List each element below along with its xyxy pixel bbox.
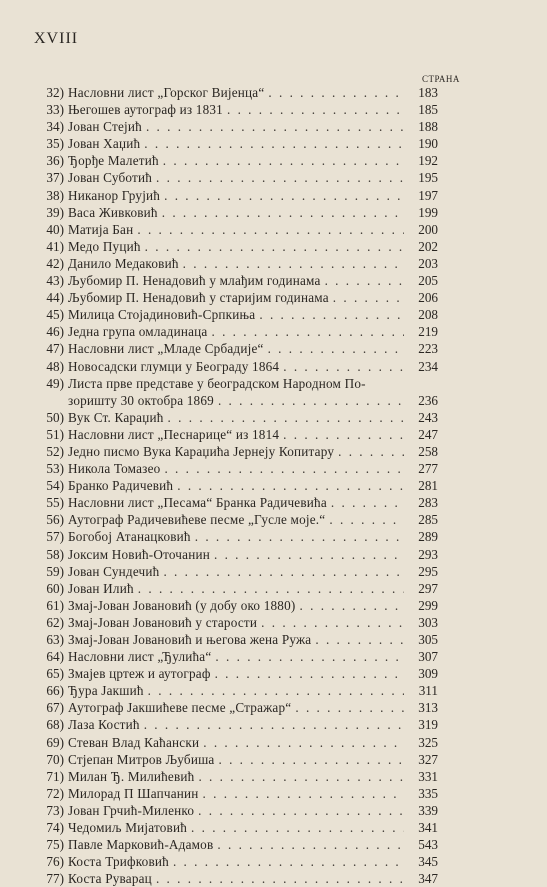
dot-leader [162, 204, 404, 221]
entry-title: Милан Ђ. Милићевић [68, 768, 195, 784]
toc-entry [30, 358, 438, 375]
dot-leader [259, 306, 404, 323]
toc-entry [30, 169, 438, 186]
entry-title: Његошев аутограф из 1831 [68, 102, 223, 118]
toc-entry [30, 682, 438, 699]
dot-leader [144, 716, 404, 733]
entry-number: 55) [46, 495, 64, 511]
entry-page: 197 [418, 187, 438, 203]
entry-title: Јован Грчић-Миленко [68, 802, 195, 818]
toc-entry [30, 255, 438, 272]
entry-title: Јован Сундечић [68, 563, 160, 579]
entry-title: Аутограф Јакшићеве песме „Стражар“ [68, 700, 292, 716]
dot-leader [268, 84, 404, 101]
entry-title: Насловни лист „Песама“ Бранка Радичевића [68, 495, 327, 511]
entry-number: 61) [46, 597, 64, 613]
entry-number: 50) [46, 409, 64, 425]
entry-page: 339 [418, 802, 438, 818]
dot-leader [218, 392, 404, 409]
toc-entry [30, 768, 438, 785]
entry-title: Новосадски глумци у Београду 1864 [68, 358, 280, 374]
entry-page: 327 [418, 751, 438, 767]
entry-title: Ђура Јакшић [68, 683, 144, 699]
dot-leader [295, 699, 404, 716]
entry-title: Змај-Јован Јовановић и његова жена Ружа [68, 632, 312, 647]
entry-page: 247 [418, 426, 438, 442]
entry-page: 319 [418, 717, 438, 733]
dot-leader [145, 238, 404, 255]
entry-page: 331 [418, 768, 438, 784]
toc-entry [30, 665, 438, 682]
toc-entry [30, 118, 438, 135]
toc-entry [30, 870, 438, 887]
toc-entry [30, 392, 438, 409]
entry-page: 258 [418, 443, 438, 459]
dot-leader [156, 169, 404, 186]
toc-entry [30, 819, 438, 836]
dot-leader [198, 768, 404, 785]
entry-number: 53) [46, 461, 64, 477]
entry-title: Ђорђе Малетић [68, 153, 159, 169]
entry-title: Чедомиљ Мијатовић [68, 820, 188, 836]
toc-entry [30, 785, 438, 802]
entry-title: Листа прве представе у београдском Народном По- [68, 375, 366, 391]
entry-number: 72) [46, 785, 64, 801]
entry-title: Коста Руварац [68, 871, 152, 887]
entry-number: 74) [46, 820, 64, 836]
entry-page: 192 [418, 153, 438, 169]
entry-number: 41) [46, 238, 64, 254]
entry-page: 311 [418, 683, 438, 699]
entry-page: 289 [418, 529, 438, 545]
dot-leader [333, 289, 404, 306]
toc-entry [30, 340, 438, 357]
entry-page: 202 [418, 238, 438, 254]
entry-number: 73) [46, 802, 64, 818]
entry-title: Вук Ст. Караџић [68, 409, 164, 425]
entry-title: Медо Пуцић [68, 238, 141, 254]
toc-entry [30, 631, 438, 648]
toc-entry [30, 306, 438, 323]
toc-entry [30, 802, 438, 819]
entry-number: 54) [46, 478, 64, 494]
entry-title: Стеван Влад Кaћански [68, 734, 200, 750]
entry-page: 313 [418, 700, 438, 716]
entry-number: 71) [46, 768, 64, 784]
toc-entry [30, 101, 438, 118]
toc-entry [30, 563, 438, 580]
entry-page: 543 [418, 837, 438, 853]
entry-title: Данило Медаковић [68, 255, 179, 271]
entry-page: 199 [418, 204, 438, 220]
entry-number: 33) [46, 102, 64, 118]
dot-leader [217, 836, 404, 853]
toc-entry [30, 477, 438, 494]
entry-page: 203 [418, 255, 438, 271]
entry-page: 309 [418, 666, 438, 682]
entry-title: Никанор Грујић [68, 187, 161, 203]
entry-page: 219 [418, 324, 438, 340]
toc-entry [30, 528, 438, 545]
dot-leader [195, 528, 404, 545]
entry-number: 57) [46, 529, 64, 545]
entry-page: 297 [418, 580, 438, 596]
toc-entry [30, 460, 438, 477]
entry-number: 37) [46, 170, 64, 186]
entry-page: 223 [418, 341, 438, 357]
entry-title: Павле Марковић-Адамов [68, 837, 214, 853]
dot-leader [144, 135, 404, 152]
dot-leader [283, 426, 404, 443]
entry-page: 293 [418, 546, 438, 562]
entry-title: Насловни лист „Песнарице“ из 1814 [68, 426, 280, 442]
entry-page: 200 [418, 221, 438, 237]
toc-entry [30, 272, 438, 289]
entry-number: 76) [46, 854, 64, 870]
dot-leader [215, 648, 404, 665]
entry-page: 303 [418, 614, 438, 630]
dot-leader [137, 221, 404, 238]
dot-leader [211, 323, 404, 340]
entry-number: 38) [46, 187, 64, 203]
entry-number: 56) [46, 512, 64, 528]
entry-title: Богобој Атанацковић [68, 529, 191, 545]
entry-title: зоришту 30 октобра 1869 [68, 392, 214, 408]
entry-number: 69) [46, 734, 64, 750]
entry-page: 341 [418, 820, 438, 836]
entry-title: Милица Стојадиновић-Српкиња [68, 307, 256, 323]
entry-number: 77) [46, 871, 64, 887]
entry-number: 62) [46, 614, 64, 630]
toc-entry [30, 289, 438, 306]
entry-number: 67) [46, 700, 64, 716]
entry-title: Аутограф Радичевићеве песме „Гусле моје.“ [68, 512, 326, 528]
entry-title: Насловни лист „Горског Вијенца“ [68, 85, 265, 100]
dot-leader [227, 101, 404, 118]
entry-page: 335 [418, 785, 438, 801]
dot-leader [268, 340, 404, 357]
toc-entry [30, 853, 438, 870]
dot-leader [163, 563, 404, 580]
toc-entry [30, 426, 438, 443]
entry-title: Лаза Костић [68, 717, 140, 733]
entry-number: 52) [46, 443, 64, 459]
dot-leader [173, 853, 404, 870]
entry-page: 234 [418, 358, 438, 374]
toc-entry [30, 699, 438, 716]
entry-number: 68) [46, 717, 64, 733]
table-of-contents [30, 84, 438, 887]
entry-page: 345 [418, 854, 438, 870]
entry-page: 195 [418, 170, 438, 186]
entry-page: 183 [418, 85, 438, 100]
dot-leader [325, 272, 404, 289]
dot-leader [215, 665, 404, 682]
entry-title: Насловни лист „Младе Србадије“ [68, 341, 264, 357]
entry-title: Једна група омладинаца [68, 324, 208, 340]
toc-entry [30, 221, 438, 238]
dot-leader [283, 358, 404, 375]
entry-title: Једно писмо Вука Караџића Јернеју Копитару [68, 443, 335, 459]
entry-number: 58) [46, 546, 64, 562]
dot-leader [261, 614, 404, 631]
entry-title: Коста Трифковић [68, 854, 169, 870]
toc-entry [30, 187, 438, 204]
toc-entry [30, 546, 438, 563]
toc-entry [30, 443, 438, 460]
dot-leader [329, 511, 404, 528]
toc-entry [30, 84, 438, 101]
entry-page: 295 [418, 563, 438, 579]
entry-number: 32) [46, 85, 64, 100]
entry-page: 307 [418, 649, 438, 665]
entry-page: 208 [418, 307, 438, 323]
entry-title: Јован Стејић [68, 119, 142, 135]
entry-title: Љубомир П. Ненадовић у млађим годинама [68, 273, 321, 289]
dot-leader [163, 152, 404, 169]
entry-number: 34) [46, 119, 64, 135]
dot-leader [300, 597, 405, 614]
dot-leader [183, 255, 404, 272]
dot-leader [331, 494, 404, 511]
entry-number: 46) [46, 324, 64, 340]
toc-entry [30, 511, 438, 528]
entry-page: 206 [418, 290, 438, 306]
entry-number: 47) [46, 341, 64, 357]
toc-entry [30, 409, 438, 426]
entry-number: 70) [46, 751, 64, 767]
toc-entry [30, 152, 438, 169]
entry-title: Милорад П Шапчанин [68, 785, 199, 801]
dot-leader [156, 870, 404, 887]
entry-title: Никола Томазео [68, 461, 161, 477]
entry-page: 205 [418, 273, 438, 289]
toc-entry [30, 375, 438, 392]
entry-page: 347 [418, 871, 438, 887]
dot-leader [338, 443, 404, 460]
entry-title: Љубомир П. Ненадовић у старијим годинама [68, 290, 329, 306]
entry-title: Насловни лист „Ђулића“ [68, 649, 212, 665]
toc-entry [30, 648, 438, 665]
toc-entry [30, 580, 438, 597]
entry-page: 236 [418, 392, 438, 408]
entry-number: 40) [46, 221, 64, 237]
dot-leader [315, 631, 404, 648]
entry-page: 185 [418, 102, 438, 118]
entry-number: 45) [46, 307, 64, 323]
toc-entry [30, 494, 438, 511]
entry-number: 59) [46, 563, 64, 579]
entry-page: 283 [418, 495, 438, 511]
dot-leader [168, 409, 404, 426]
entry-title: Јован Хаџић [68, 136, 141, 152]
toc-entry [30, 751, 438, 768]
entry-title: Змај-Јован Јовановић (у добу око 1880) [68, 597, 296, 613]
dot-leader [203, 734, 404, 751]
entry-page: 299 [418, 597, 438, 613]
entry-number: 66) [46, 683, 64, 699]
entry-title: Стјепан Митров Љубиша [68, 751, 215, 767]
entry-number: 42) [46, 255, 64, 271]
dot-leader [203, 785, 404, 802]
entry-number: 49) [46, 375, 64, 391]
dot-leader [164, 187, 404, 204]
toc-entry [30, 135, 438, 152]
entry-page: 305 [418, 632, 438, 647]
dot-leader [214, 546, 404, 563]
entry-number: 39) [46, 204, 64, 220]
entry-number: 65) [46, 666, 64, 682]
entry-number: 35) [46, 136, 64, 152]
entry-number: 60) [46, 580, 64, 596]
dot-leader [146, 118, 404, 135]
dot-leader [177, 477, 404, 494]
entry-number: 75) [46, 837, 64, 853]
entry-page: 285 [418, 512, 438, 528]
column-header: СТРАНА [422, 74, 460, 84]
entry-number: 64) [46, 649, 64, 665]
dot-leader [148, 682, 404, 699]
dot-leader [198, 802, 404, 819]
entry-title: Змај-Јован Јовановић у старости [68, 614, 258, 630]
entry-title: Јоксим Новић-Оточанин [68, 546, 210, 562]
dot-leader [138, 580, 404, 597]
toc-entry [30, 238, 438, 255]
toc-entry [30, 614, 438, 631]
toc-entry [30, 597, 438, 614]
entry-title: Јован Суботић [68, 170, 153, 186]
entry-number: 36) [46, 153, 64, 169]
toc-entry [30, 836, 438, 853]
entry-number: 44) [46, 290, 64, 306]
toc-entry [30, 734, 438, 751]
entry-page: 243 [418, 409, 438, 425]
toc-entry [30, 716, 438, 733]
dot-leader [218, 751, 404, 768]
entry-title: Јован Илић [68, 580, 134, 596]
entry-number: 48) [46, 358, 64, 374]
entry-number: 51) [46, 426, 64, 442]
entry-page: 325 [418, 734, 438, 750]
entry-title: Васа Живковић [68, 204, 158, 220]
dot-leader [164, 460, 404, 477]
page-number: XVIII [34, 30, 79, 47]
entry-page: 277 [418, 461, 438, 477]
entry-title: Матија Бан [68, 221, 134, 237]
toc-entry [30, 323, 438, 340]
entry-page: 190 [418, 136, 438, 152]
toc-entry [30, 204, 438, 221]
entry-page: 188 [418, 119, 438, 135]
entry-title: Бранко Радичевић [68, 478, 174, 494]
entry-page: 281 [418, 478, 438, 494]
entry-number: 43) [46, 273, 64, 289]
entry-title: Змајев цртеж и аутограф [68, 666, 211, 682]
entry-number: 63) [46, 632, 64, 647]
dot-leader [191, 819, 404, 836]
